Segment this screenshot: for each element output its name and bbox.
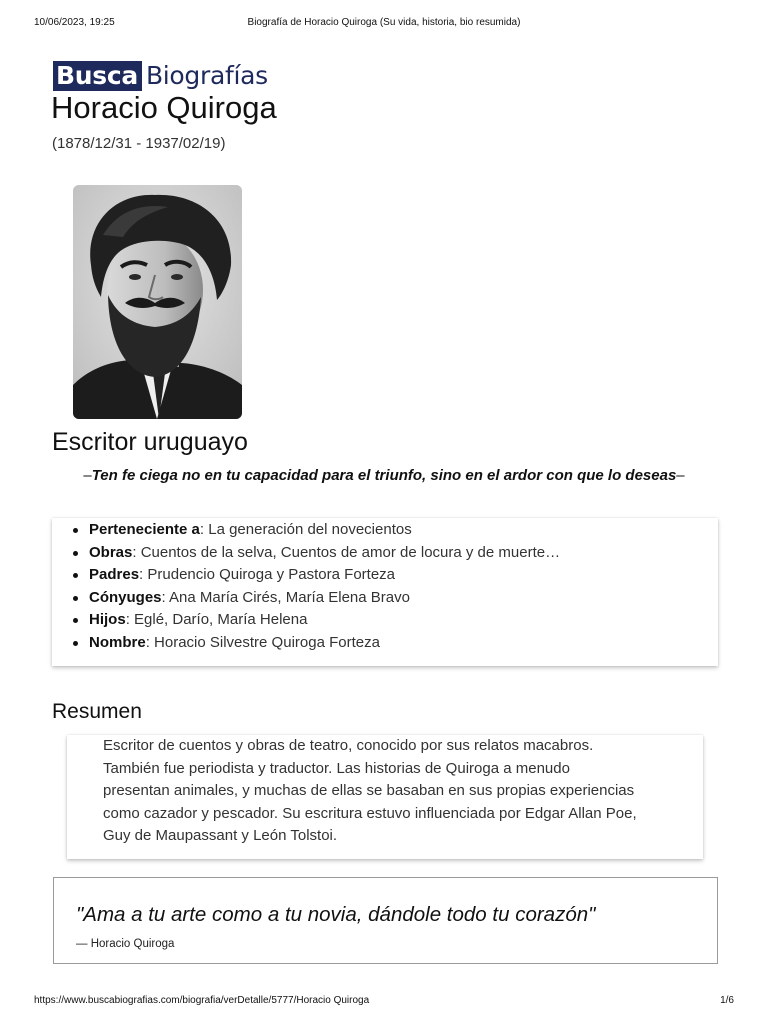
portrait-photo xyxy=(73,185,242,419)
print-datetime: 10/06/2023, 19:25 xyxy=(34,17,115,28)
fact-label: Hijos xyxy=(89,611,126,629)
life-dates: (1878/12/31 - 1937/02/19) xyxy=(52,135,226,152)
resumen-card xyxy=(67,735,703,859)
fact-item xyxy=(89,564,560,587)
fact-item xyxy=(89,542,560,565)
fact-value: : Cuentos de la selva, Cuentos de amor de locura y de muerte… xyxy=(132,543,561,561)
fact-value: : Eglé, Darío, María Helena xyxy=(125,611,308,629)
facts-card xyxy=(52,518,718,666)
fact-value: : Prudencio Quiroga y Pastora Forteza xyxy=(139,566,396,584)
fact-label: Nombre xyxy=(89,633,146,651)
motto-dash-left: – xyxy=(83,467,92,484)
facts-list xyxy=(89,519,560,655)
fact-value: : Ana María Cirés, María Elena Bravo xyxy=(161,588,410,606)
fact-item xyxy=(89,519,560,542)
fact-label: Cónyuges xyxy=(89,588,162,606)
motto-dash-right: – xyxy=(676,467,685,484)
print-header xyxy=(0,17,768,31)
resumen-line: Escritor de cuentos y obras de teatro, conocido por sus relatos macabros. xyxy=(103,737,594,754)
resumen-line: Guy de Maupassant y León Tolstoi. xyxy=(103,827,338,845)
fact-item xyxy=(89,609,560,632)
fact-item xyxy=(89,587,560,610)
motto-text: Ten fe ciega no en tu capacidad para el triunfo, sino en el ardor con que lo deseas xyxy=(91,467,677,484)
print-page-number: 1/6 xyxy=(720,995,734,1006)
fact-value: : La generación del novecientos xyxy=(199,521,412,538)
fact-item xyxy=(89,632,560,655)
print-url[interactable]: https://www.buscabiografias.com/biografia/verDetalle/5777/Horacio Quiroga xyxy=(34,995,370,1006)
quote-author: — Horacio Quiroga xyxy=(76,938,175,950)
site-logo[interactable] xyxy=(53,60,268,92)
fact-label: Obras xyxy=(89,543,133,561)
fact-label: Perteneciente a xyxy=(89,521,200,538)
print-footer xyxy=(0,995,768,1009)
fact-value: : Horacio Silvestre Quiroga Forteza xyxy=(145,633,380,651)
fact-label: Padres xyxy=(89,566,140,584)
page-title: Horacio Quiroga xyxy=(51,90,277,125)
logo-biografias: Biografías xyxy=(145,61,268,90)
print-document-title: Biografía de Horacio Quiroga (Su vida, historia, bio resumida) xyxy=(247,17,521,28)
resumen-heading: Resumen xyxy=(52,700,142,723)
resumen-line: presentan animales, y muchas de ellas se basaban en sus propias experiencias xyxy=(103,782,635,800)
motto xyxy=(0,467,768,484)
resumen-line: También fue periodista y traductor. Las historias de Quiroga a menudo xyxy=(103,759,570,777)
resumen-line: como cazador y pescador. Su escritura estuvo influenciada por Edgar Allan Poe, xyxy=(103,804,637,822)
occupation-heading: Escritor uruguayo xyxy=(52,428,248,456)
quote-text: "Ama a tu arte como a tu novia, dándole todo tu corazón" xyxy=(76,903,596,926)
quote-block xyxy=(53,877,718,964)
logo-busca: Busca xyxy=(53,61,142,91)
